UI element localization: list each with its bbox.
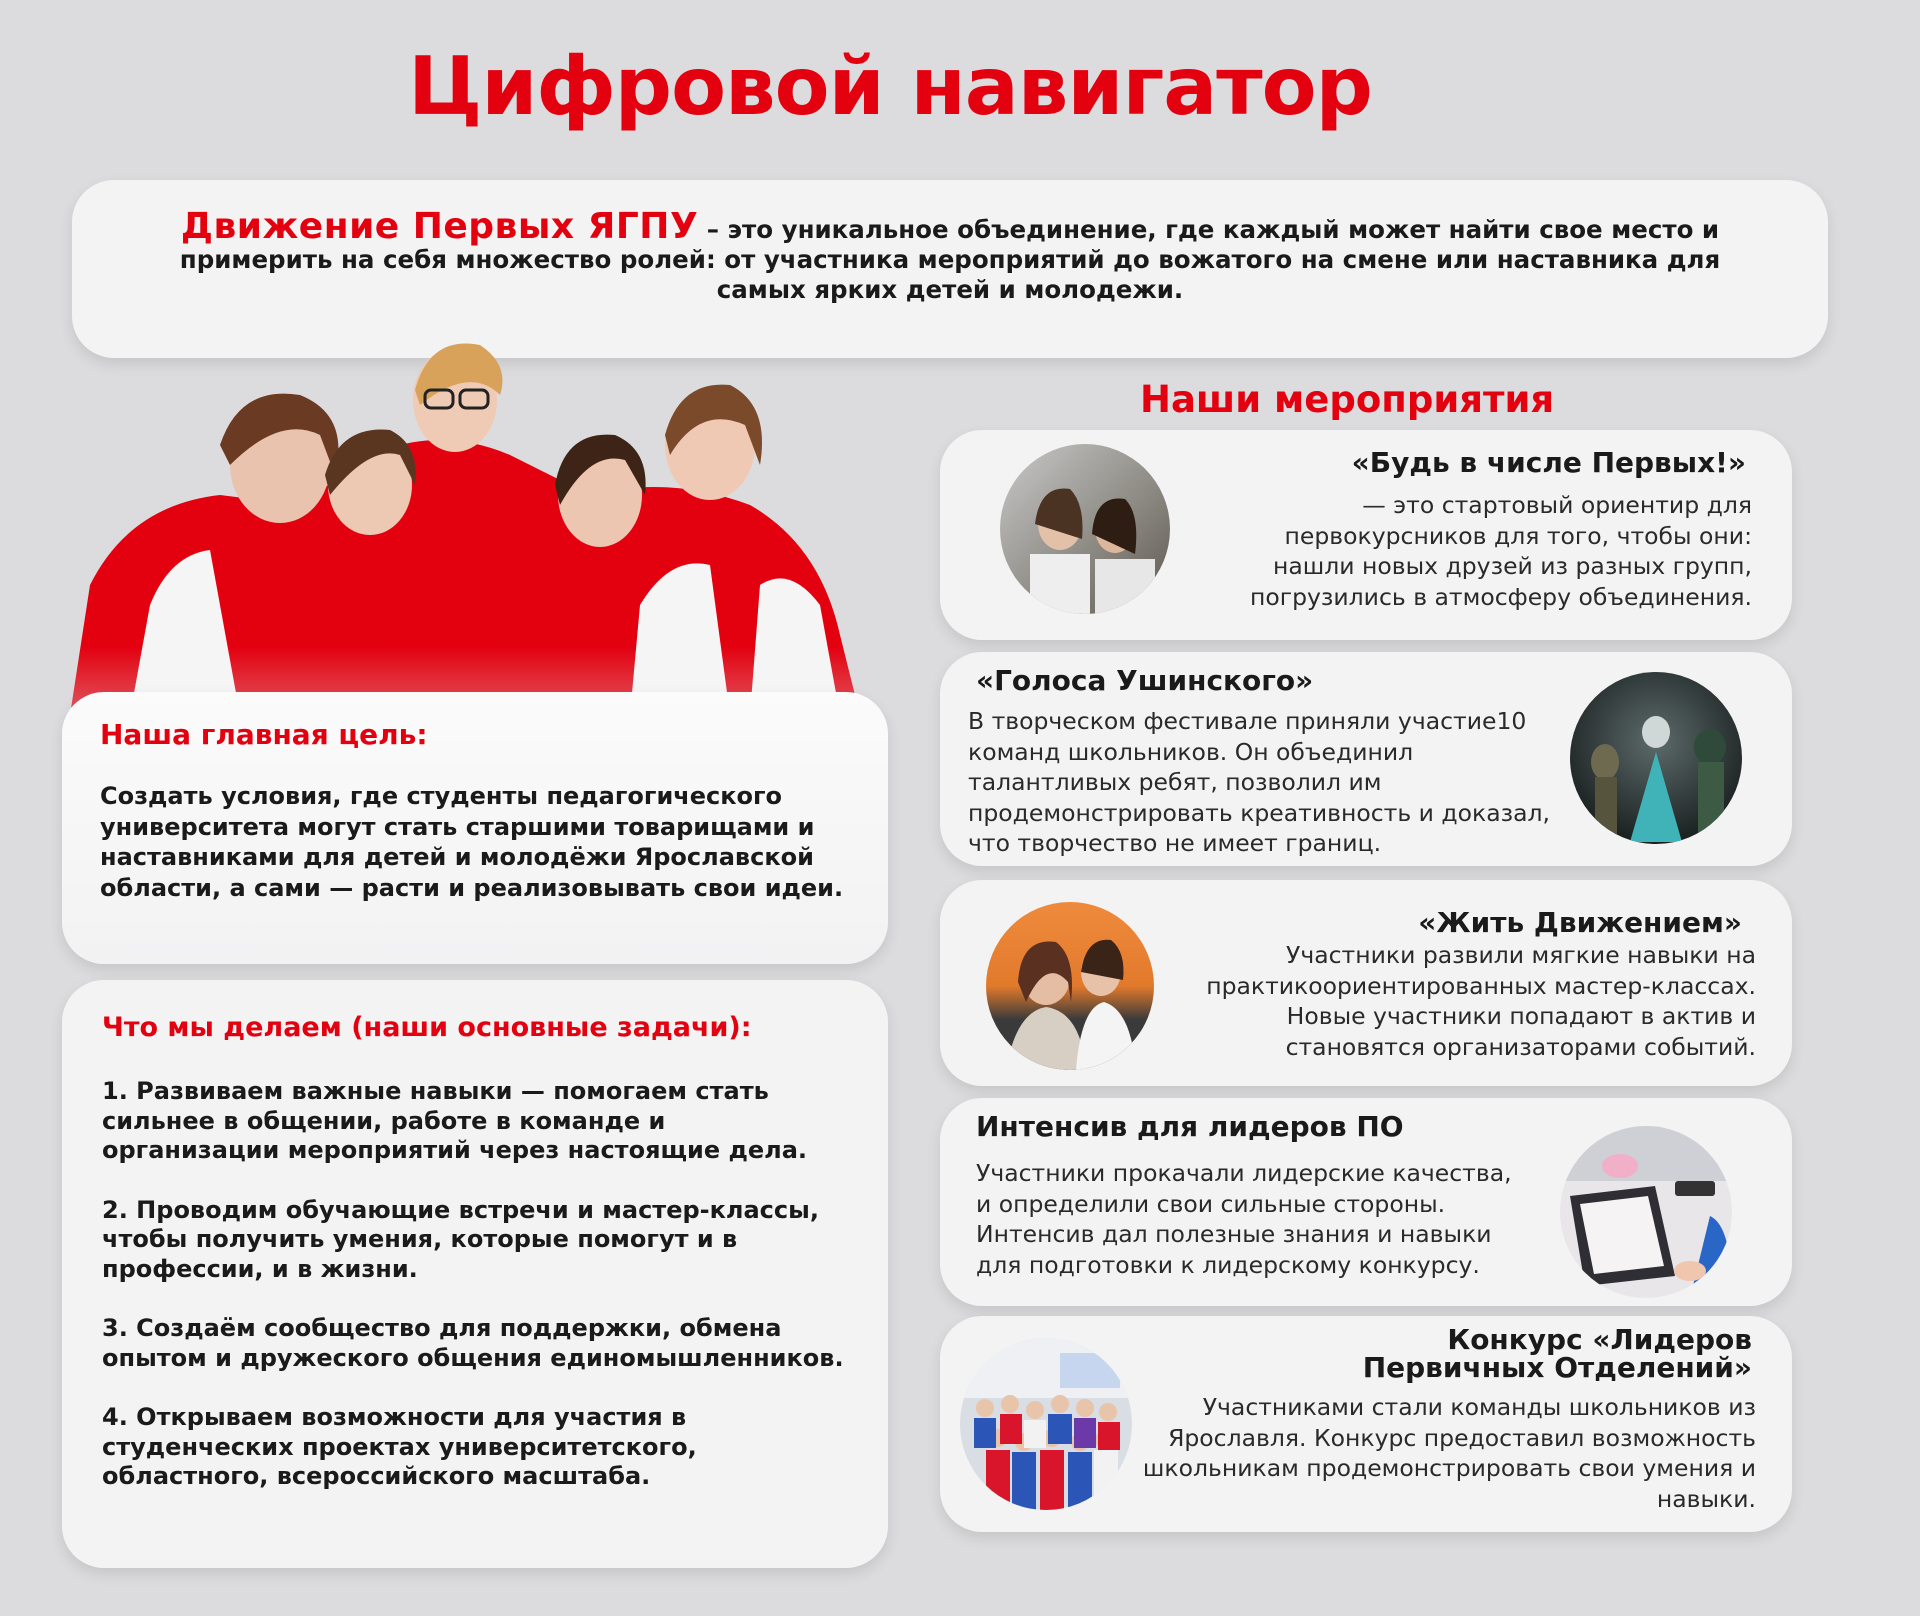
goal-heading: Наша главная цель:	[100, 718, 428, 751]
event-text: В творческом фестивале приняли участие10 команд школьников. Он объединил талантливых ребят, позволил им продемонстрировать креативность и доказал, что творчество не имеет границ.	[968, 707, 1550, 857]
event-photo	[986, 902, 1154, 1070]
goal-text: Создать условия, где студенты педагогического университета могут стать старшими товарищами и наставниками для детей и молодёжи Ярославской области, а сами — расти и реализовывать свои идеи.	[100, 782, 844, 902]
event-card	[940, 1316, 1792, 1532]
event-title: «Будь в числе Первых!»	[1351, 446, 1746, 479]
event-title: Конкурс «Лидеров Первичных Отделений»	[1362, 1323, 1752, 1384]
task-item: 4. Открываем возможности для участия в студенческих проектах университетского, областного, всероссийского масштаба.	[102, 1403, 697, 1490]
intro-card	[72, 180, 1828, 358]
group-photo	[70, 335, 880, 715]
intro-highlight: Движение Первых ЯГПУ	[180, 206, 699, 247]
event-card	[940, 652, 1792, 866]
event-photo	[960, 1338, 1132, 1510]
tasks-card	[62, 980, 888, 1568]
event-text: Участники развили мягкие навыки на практикоориентированных мастер-классах. Новые участники попадают в актив и становятся организаторами событий.	[1206, 941, 1756, 1061]
task-item: 2. Проводим обучающие встречи и мастер-классы, чтобы получить умения, которые помогут и в профессии, и в жизни.	[102, 1195, 819, 1283]
task-item: 1. Развиваем важные навыки — помогаем стать сильнее в общении, работе в команде и организации мероприятий через настоящие дела.	[102, 1077, 808, 1164]
event-text: — это стартовый ориентир для первокурсников для того, чтобы они: нашли новых друзей из разных групп, погрузились в атмосферу объединения.	[1249, 491, 1752, 611]
tasks-heading: Что мы делаем (наши основные задачи):	[102, 1012, 752, 1043]
event-photo	[1570, 672, 1742, 844]
event-title: Интенсив для лидеров ПО	[976, 1110, 1404, 1143]
event-photo	[1000, 444, 1170, 614]
events-heading: Наши мероприятия	[1140, 378, 1555, 421]
event-photo	[1560, 1126, 1732, 1298]
event-card	[940, 880, 1792, 1086]
tasks-list	[102, 1077, 848, 1492]
intro-text: – это уникальное объединение, где каждый может найти свое место и примерить на себя множество ролей: от участника мероприятий до вожатого на смене или наставника для самых ярких детей и молодежи.	[179, 215, 1721, 304]
event-title: «Жить Движением»	[1418, 906, 1742, 939]
goal-card	[62, 692, 888, 964]
event-title: «Голоса Ушинского»	[976, 664, 1314, 697]
page-title: Цифровой навигатор	[408, 40, 1372, 133]
event-card	[940, 430, 1792, 640]
event-text: Участниками стали команды школьников из Ярославля. Конкурс предоставил возможность школьникам продемонстрировать свои умения и навыки.	[1142, 1393, 1756, 1513]
task-item: 3. Создаём сообщество для поддержки, обмена опытом и дружеского общения единомышленников.	[102, 1314, 844, 1372]
event-text: Участники прокачали лидерские качества, и определили свои сильные стороны. Интенсив дал полезные знания и навыки для подготовки к лидерскому конкурсу.	[976, 1159, 1512, 1279]
event-card	[940, 1098, 1792, 1306]
